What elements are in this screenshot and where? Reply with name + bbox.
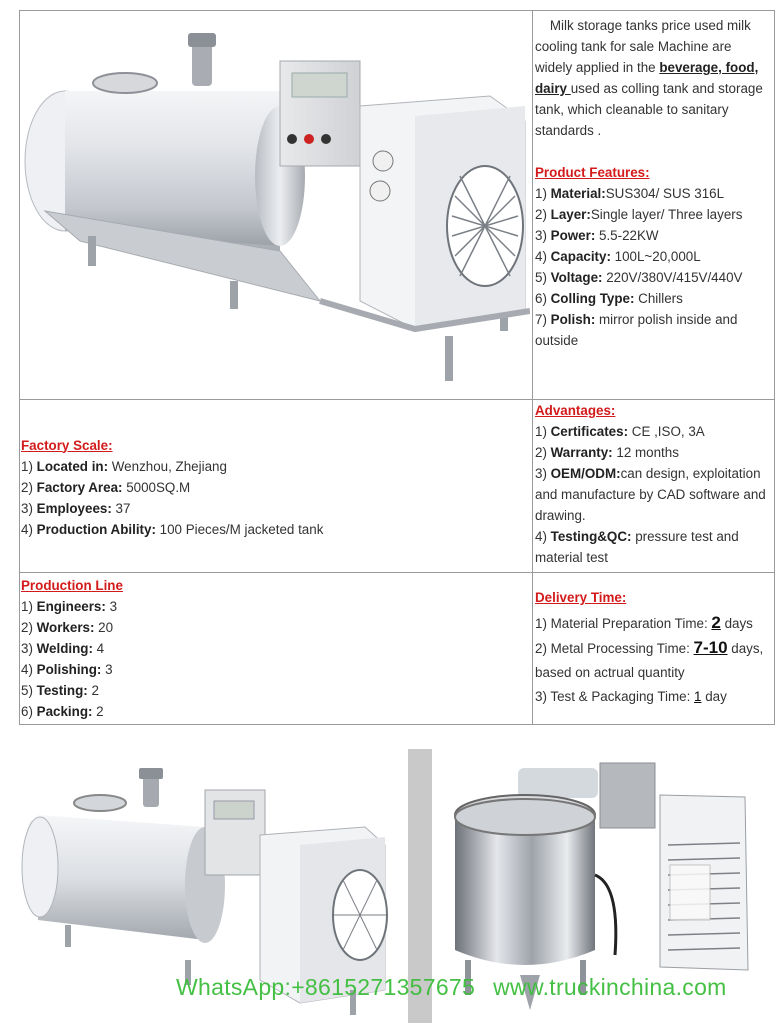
product-features-list: [535, 183, 772, 351]
list-item: 6) Packing: 2: [21, 704, 104, 719]
advantages-heading: Advantages:: [535, 403, 616, 418]
list-item: 5) Voltage: 220V/380V/415V/440V: [535, 270, 743, 285]
factory-scale-cell: [20, 400, 533, 573]
product-photo-cell: [20, 11, 533, 400]
list-item: 3) Welding: 4: [21, 641, 105, 656]
delivery-time-heading: Delivery Time:: [535, 590, 627, 605]
list-item: 4) Production Ability: 100 Pieces/M jacketed tank: [21, 521, 324, 537]
list-item: 1) Engineers: 3: [21, 599, 118, 614]
list-item: 2) Warranty: 12 months: [535, 445, 679, 460]
delivery-time-cell: [533, 573, 775, 725]
list-item: 5) Testing: 2: [21, 683, 99, 698]
list-item: 4) Testing&QC: pressure test and material test: [535, 529, 739, 565]
milk-tank-photo: [20, 11, 530, 393]
product-features-heading: Product Features:: [535, 165, 650, 180]
list-item: 1) Located in: Wenzhou, Zhejiang: [21, 458, 227, 474]
list-item: 4) Polishing: 3: [21, 662, 113, 677]
production-line-cell: [20, 573, 533, 725]
intro-link-text: beverage, food, dairy: [535, 60, 759, 96]
list-item: 3) Power: 5.5-22KW: [535, 228, 659, 243]
list-item: 1) Material Preparation Time: 2 days: [535, 613, 753, 632]
website-url: www.truckinchina.com: [493, 974, 727, 1000]
production-line-heading: Production Line: [21, 578, 123, 593]
contact-watermark: [176, 974, 745, 1001]
advantages: [535, 400, 772, 568]
whatsapp-number: WhatsApp:+8615271357675: [176, 974, 476, 1000]
factory-scale: [21, 435, 530, 540]
list-item: 3) Test & Packaging Time: 1 day: [535, 689, 727, 704]
factory-scale-heading: Factory Scale:: [21, 437, 113, 453]
list-item: 4) Capacity: 100L~20,000L: [535, 249, 701, 264]
list-item: 2) Factory Area: 5000SQ.M: [21, 479, 191, 495]
advantages-cell: [533, 400, 775, 573]
list-item: 2) Metal Processing Time: 7-10 days, based on actrual quantity: [535, 638, 764, 680]
list-item: 6) Colling Type: Chillers: [535, 291, 683, 306]
list-item: 2) Workers: 20: [21, 620, 114, 635]
list-item: 1) Certificates: CE ,ISO, 3A: [535, 424, 705, 439]
product-description: [535, 15, 772, 351]
list-item: 7) Polish: mirror polish inside and outside: [535, 312, 738, 348]
list-item: 1) Material:SUS304/ SUS 316L: [535, 186, 725, 201]
product-description-cell: [533, 11, 775, 400]
list-item: 3) Employees: 37: [21, 500, 131, 516]
list-item: 2) Layer:Single layer/ Three layers: [535, 207, 743, 222]
spec-table: [19, 10, 775, 725]
delivery-time: [535, 587, 772, 709]
list-item: 3) OEM/ODM:can design, exploitation and manufacture by CAD software and drawing.: [535, 466, 766, 523]
production-line: [21, 575, 530, 722]
intro-paragraph: Milk storage tanks price used milk cooling tank for sale Machine are widely applied in the beverage, food, dairy used as colling tank and storage tank, which cleanable to sanitary standards .: [535, 18, 763, 138]
